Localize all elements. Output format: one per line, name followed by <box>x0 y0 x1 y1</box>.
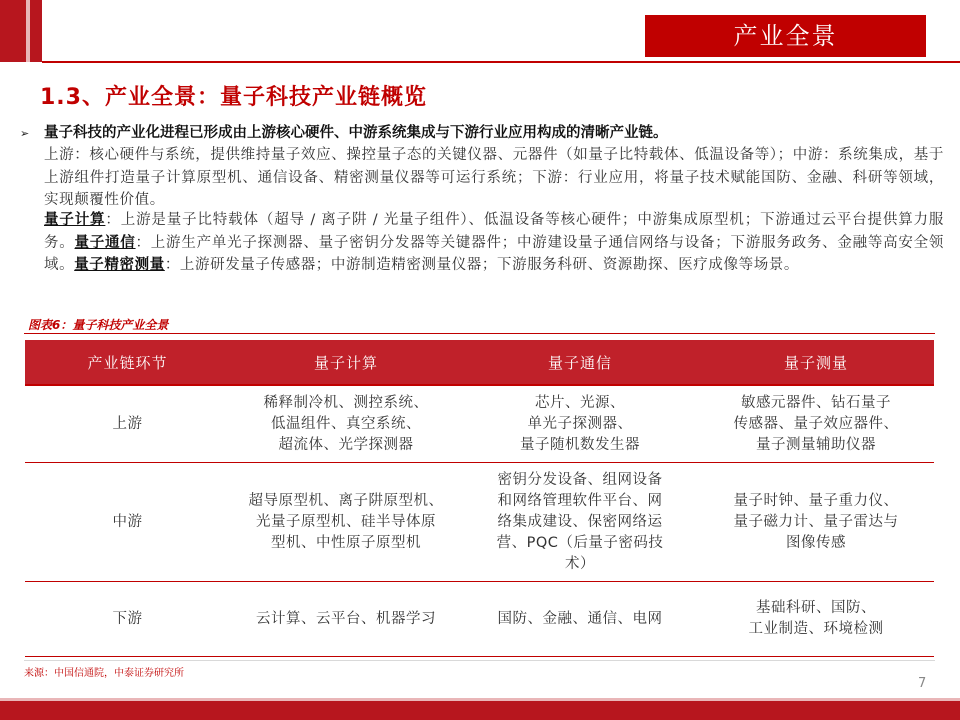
keyword-quantum-communication: 量子通信 <box>74 234 136 251</box>
cell-measurement <box>698 463 934 582</box>
cell-computing <box>230 463 462 582</box>
source-note: 来源：中国信通院，中泰证券研究所 <box>24 668 184 679</box>
header-measurement: 量子测量 <box>698 340 934 385</box>
lead-sentence: 量子科技的产业化进程已形成由上游核心硬件、中游系统集成与下游行业应用构成的清晰产业链。 <box>44 125 668 141</box>
cell-line: 量子时钟、量子重力仪、 <box>733 492 899 509</box>
detail-quantum-measurement: ：上游研发量子传感器；中游制造精密测量仪器；下游服务科研、资源勘探、医疗成像等场景。 <box>164 257 800 273</box>
cell-line: 云计算、云平台、机器学习 <box>256 610 436 627</box>
cell-stage: 下游 <box>25 582 230 657</box>
cell-line: 敏感元器件、钻石量子 <box>741 394 891 411</box>
figure-divider <box>24 333 935 334</box>
cell-line: 芯片、光源、 <box>535 394 625 411</box>
header-divider <box>42 61 960 63</box>
cell-stage: 中游 <box>25 463 230 582</box>
keyword-quantum-measurement: 量子精密测量 <box>74 257 165 273</box>
cell-computing <box>230 582 462 657</box>
cell-line: 单光子探测器、 <box>527 415 633 432</box>
cell-line: 基础科研、国防、 <box>756 600 876 616</box>
cell-line: 和网络管理软件平台、网 <box>497 492 663 509</box>
cell-line: 量子测量辅助仪器 <box>756 436 876 453</box>
header-computing: 量子计算 <box>230 340 462 385</box>
cell-computing <box>230 385 462 463</box>
cell-communication <box>462 385 698 463</box>
cell-line: 型机、中性原子原型机 <box>271 534 421 551</box>
cell-line: 络集成建设、保密网络运 <box>497 513 663 530</box>
footer-stripe <box>0 698 960 701</box>
cell-measurement <box>698 385 934 463</box>
cell-communication <box>462 463 698 582</box>
cell-line: 国防、金融、通信、电网 <box>497 610 663 627</box>
bullet-arrow-icon: ➢ <box>20 127 30 140</box>
cell-line: 量子磁力计、量子雷达与 <box>733 513 899 530</box>
cell-line: 营、PQC（后量子密码技 <box>496 534 664 551</box>
corner-decoration <box>0 0 42 62</box>
cell-line: 低温组件、真空系统、 <box>271 415 421 432</box>
detail-quantum-communication: ：上游生产单光子探测器、量子密钥分发器等关键器件；中游建设量子通信网络与设备；下游服务政务、金融等高安全领域。 <box>44 234 944 273</box>
cell-measurement <box>698 582 934 657</box>
source-divider <box>24 660 935 661</box>
cell-line: 传感器、量子效应器件、 <box>733 415 899 432</box>
page-title: 1.3、产业全景：量子科技产业链概览 <box>40 85 427 110</box>
cell-communication <box>462 582 698 657</box>
table-row-midstream <box>25 463 934 582</box>
cell-line: 工业制造、环境检测 <box>748 621 884 637</box>
section-label: 产业全景 <box>645 15 926 57</box>
cell-line: 超流体、光学探测器 <box>278 436 414 453</box>
paragraph-chain-overview: 上游：核心硬件与系统，提供维持量子效应、操控量子态的关键仪器、元器件（如量子比特载体、低温设备等）；中游：系统集成，基于上游组件打造量子计算原型机、通信设备、精密测量仪器等可运行系统；下游：行业应用，将量子技术赋能国防、金融、科研等领域，实现颠覆性价值。 <box>44 147 944 208</box>
header-stage: 产业链环节 <box>25 340 230 385</box>
detail-quantum-computing: ：上游是量子比特载体（超导 / 离子阱 / 光量子组件）、低温设备等核心硬件；中游集成原型机；下游通过云平台提供算力服务。 <box>44 212 944 251</box>
cell-line: 超导原型机、离子阱原型机、 <box>248 492 444 509</box>
cell-line: 稀释制冷机、测控系统、 <box>263 394 429 411</box>
cell-line: 量子随机数发生器 <box>520 436 640 453</box>
cell-line: 术） <box>565 555 595 572</box>
table-header-row <box>25 340 934 385</box>
cell-line: 光量子原型机、硅半导体原 <box>256 513 436 530</box>
cell-line: 密钥分发设备、组网设备 <box>497 471 663 488</box>
keyword-quantum-computing: 量子计算 <box>44 212 106 228</box>
table-row-downstream <box>25 582 934 657</box>
corner-stripe <box>26 0 30 62</box>
footer-bar <box>0 698 960 720</box>
table-row-upstream <box>25 385 934 463</box>
page-number: 7 <box>918 676 927 691</box>
paragraph-chain-details <box>44 209 944 277</box>
cell-line: 图像传感 <box>786 534 846 551</box>
figure-caption: 图表6：量子科技产业全景 <box>28 318 169 332</box>
industry-chain-table <box>25 340 934 657</box>
cell-stage: 上游 <box>25 385 230 463</box>
header-communication: 量子通信 <box>462 340 698 385</box>
